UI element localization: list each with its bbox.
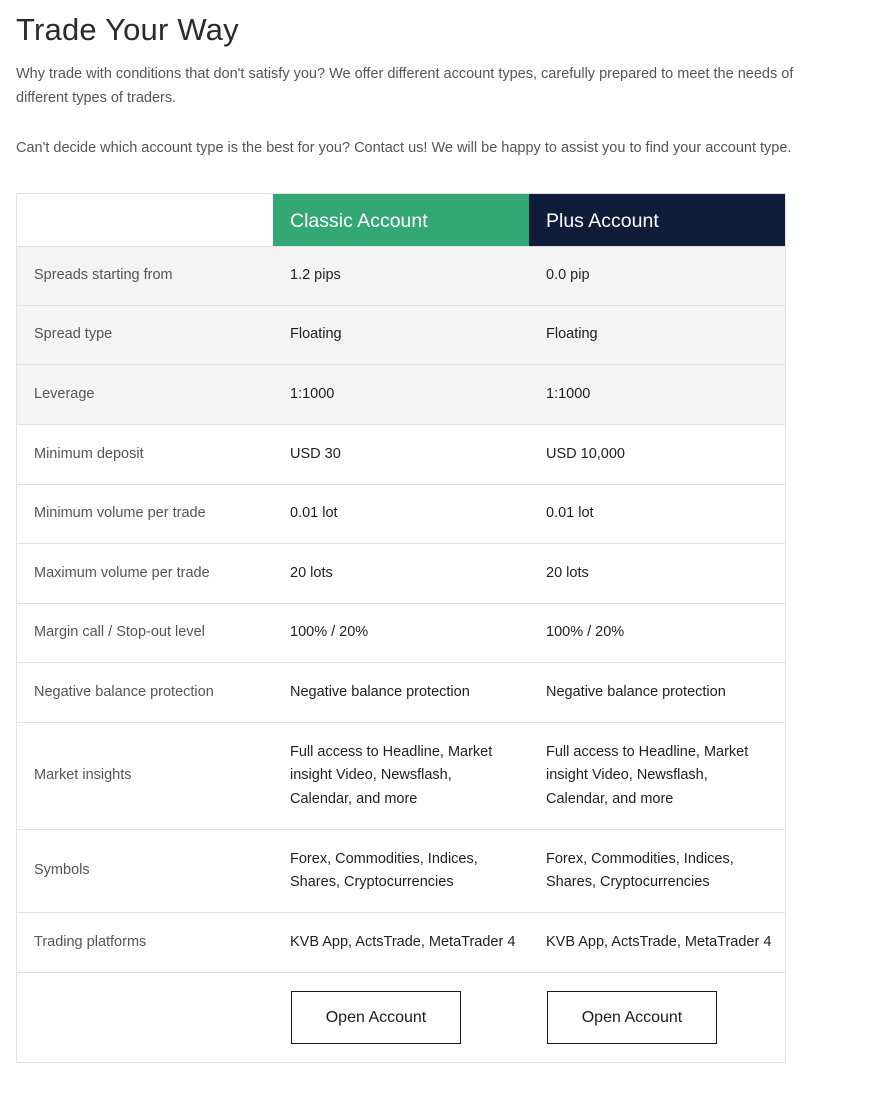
row-label: Negative balance protection (34, 683, 214, 700)
table-row (17, 662, 785, 722)
plus-action-cell (529, 991, 785, 1044)
row-label: Trading platforms (34, 933, 147, 950)
plus-value: 20 lots (546, 564, 589, 581)
open-plus-account-button[interactable]: Open Account (547, 991, 717, 1044)
classic-account-header: Classic Account (273, 194, 529, 246)
plus-account-header: Plus Account (529, 194, 785, 246)
row-label: Maximum volume per trade (34, 564, 210, 581)
plus-value: Forex, Commodities, Indices, Shares, Cryptocurrencies (546, 850, 734, 890)
intro-text: Why trade with conditions that don't satisfy you? We offer different account types, carefully prepared to meet the needs of different types of traders. (16, 66, 794, 106)
classic-value: 1:1000 (290, 385, 335, 402)
row-label: Leverage (34, 385, 95, 402)
header-empty-cell (17, 194, 273, 246)
plus-value: KVB App, ActsTrade, MetaTrader 4 (546, 933, 772, 950)
row-label: Market insights (34, 767, 132, 784)
plus-value: 1:1000 (546, 385, 591, 402)
table-row (17, 305, 785, 364)
table-row (17, 912, 785, 972)
page-title: Trade Your Way (16, 12, 239, 47)
classic-value: 20 lots (290, 564, 333, 581)
contact-text: Can't decide which account type is the best for you? Contact us! We will be happy to assist you to find your account type. (16, 140, 792, 156)
classic-value: 0.01 lot (290, 505, 338, 522)
classic-value: KVB App, ActsTrade, MetaTrader 4 (290, 933, 516, 950)
plus-value: 0.0 pip (546, 267, 590, 284)
row-label: Spreads starting from (34, 267, 173, 284)
table-row (17, 829, 785, 912)
table-row (17, 424, 785, 484)
classic-value: Full access to Headline, Market insight Video, Newsflash, Calendar, and more (290, 743, 493, 807)
account-comparison-table (16, 193, 786, 1063)
table-row (17, 364, 785, 424)
table-row (17, 722, 785, 829)
row-label: Symbols (34, 862, 90, 879)
row-label: Minimum deposit (34, 445, 144, 462)
row-label: Spread type (34, 326, 113, 343)
plus-value: 100% / 20% (546, 624, 625, 641)
open-classic-account-button[interactable]: Open Account (291, 991, 461, 1044)
classic-value: USD 30 (290, 445, 341, 462)
classic-value: 100% / 20% (290, 624, 369, 641)
table-row (17, 603, 785, 662)
classic-value: Negative balance protection (290, 683, 470, 700)
table-row (17, 484, 785, 543)
table-row (17, 246, 785, 305)
plus-value: 0.01 lot (546, 505, 594, 522)
row-label: Minimum volume per trade (34, 505, 206, 522)
action-row (17, 972, 785, 1062)
classic-value: Forex, Commodities, Indices, Shares, Cryptocurrencies (290, 850, 478, 890)
plus-value: Negative balance protection (546, 683, 726, 700)
row-label: Margin call / Stop-out level (34, 624, 205, 641)
classic-value: Floating (290, 326, 342, 343)
plus-value: USD 10,000 (546, 445, 625, 462)
classic-value: 1.2 pips (290, 267, 341, 284)
table-header (17, 193, 785, 246)
plus-value: Full access to Headline, Market insight Video, Newsflash, Calendar, and more (546, 743, 749, 807)
classic-action-cell (273, 991, 529, 1044)
plus-value: Floating (546, 326, 598, 343)
table-row (17, 543, 785, 603)
